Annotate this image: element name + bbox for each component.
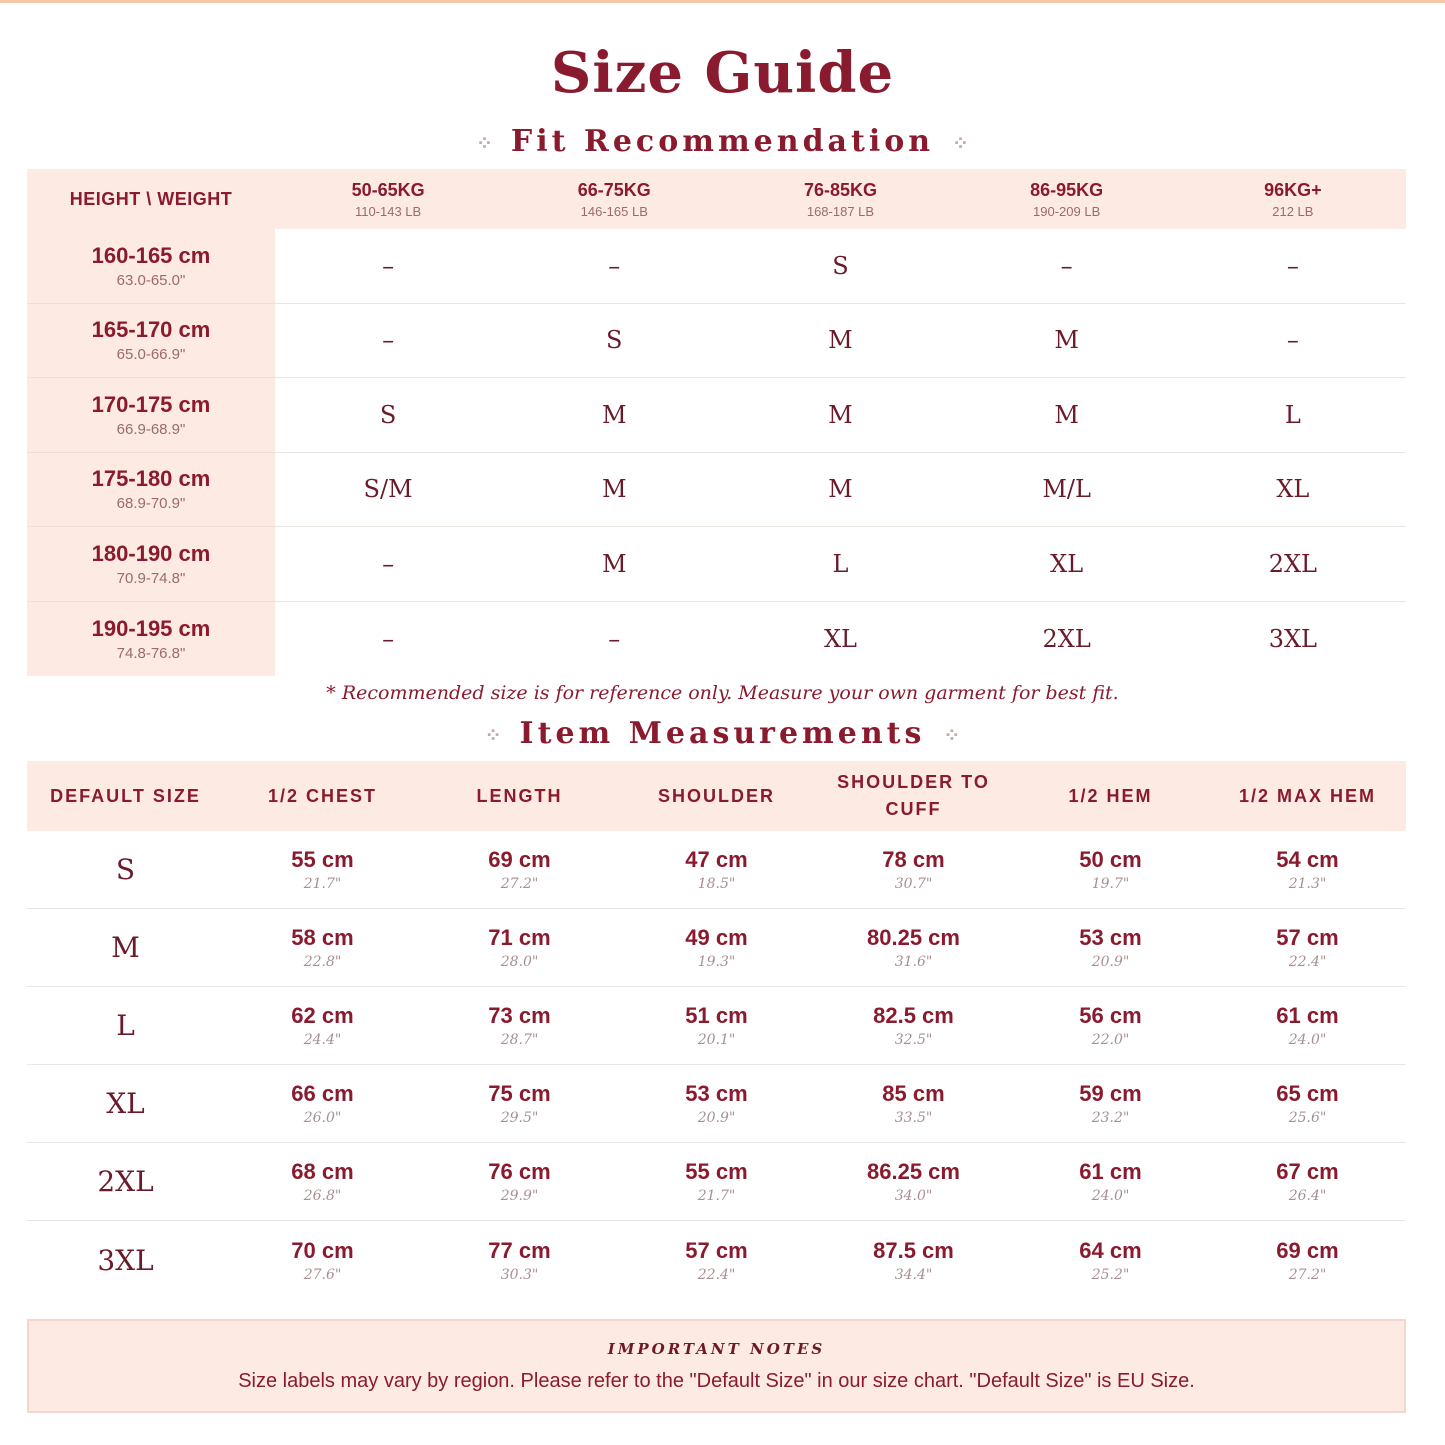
fit-section-title <box>0 124 1445 159</box>
recommended-size-cell: – <box>501 229 727 304</box>
height-in: 65.0-66.9" <box>116 346 186 364</box>
measurement-in: 30.7" <box>894 876 933 892</box>
measurement-in: 20.1" <box>697 1032 736 1048</box>
measurement-cm: 87.5 cm <box>873 1237 954 1263</box>
measurement-cm: 61 cm <box>1079 1159 1142 1184</box>
measurement-cell <box>224 987 421 1064</box>
fit-disclaimer: * Recommended size is for reference only. Measure your own garment for best fit. <box>326 682 1119 704</box>
recommended-size-cell: S <box>727 229 953 304</box>
measurement-cell <box>1012 1143 1209 1220</box>
measurement-column-header: DEFAULT SIZE <box>50 785 201 806</box>
measurement-column-header: LENGTH <box>476 785 563 806</box>
measurements-section-title <box>0 716 1445 751</box>
measurement-in: 30.3" <box>500 1266 539 1283</box>
recommended-size-cell: L <box>1180 378 1406 453</box>
measurements-table-header <box>27 761 1406 831</box>
measurement-cell <box>618 831 815 908</box>
weight-column-header <box>954 169 1180 229</box>
recommended-size-cell: XL <box>823 624 857 653</box>
measurement-row <box>27 1143 1406 1221</box>
weight-kg: 76-85KG <box>803 179 877 200</box>
recommended-size-cell: – <box>1180 229 1406 304</box>
measurement-cell <box>1012 831 1209 908</box>
measurement-cell <box>815 909 1012 986</box>
measurement-in: 20.9" <box>1091 954 1130 970</box>
weight-lb: 212 LB <box>1272 203 1314 219</box>
measurement-cell <box>815 1065 1012 1142</box>
measurement-cm: 50 cm <box>1079 847 1142 872</box>
measurement-cm: 57 cm <box>685 1237 748 1263</box>
weight-column-header <box>1180 169 1406 229</box>
measurement-in: 34.0" <box>894 1188 933 1204</box>
measurement-cell <box>421 909 618 986</box>
weight-column-header <box>727 169 953 229</box>
measurement-in: 20.9" <box>697 1110 736 1126</box>
measurement-cm: 65 cm <box>1276 1081 1339 1106</box>
fit-table-row <box>27 602 1406 677</box>
measurement-in: 28.7" <box>500 1032 539 1048</box>
recommended-size-cell: 3XL <box>1268 624 1317 653</box>
measurement-in: 29.9" <box>500 1188 539 1204</box>
recommended-size-cell: S/M <box>275 453 501 528</box>
measurement-cell <box>1209 1065 1406 1142</box>
height-cm: 165-170 cm <box>91 317 211 343</box>
measurement-in: 26.0" <box>303 1110 342 1126</box>
recommended-size-cell: M <box>501 527 727 602</box>
recommended-size-cell: L <box>727 527 953 602</box>
measurement-in: 21.7" <box>697 1188 736 1204</box>
measurement-cell <box>1209 909 1406 986</box>
height-cell <box>27 602 275 677</box>
recommended-size-cell: M/L <box>954 453 1180 528</box>
measurement-cell <box>815 1143 1012 1220</box>
measurement-cell <box>224 1221 421 1299</box>
measurement-in: 22.4" <box>697 1266 736 1283</box>
measurements-section-label: Item Measurements <box>519 716 926 751</box>
ornament-icon: ⁘ <box>476 131 493 155</box>
measurement-cell <box>1012 909 1209 986</box>
measurement-cell <box>618 987 815 1064</box>
measurement-in: 26.4" <box>1288 1188 1327 1204</box>
measurement-cell <box>1012 1221 1209 1299</box>
measurement-in: 21.7" <box>303 876 342 892</box>
height-cell <box>27 304 275 379</box>
measurement-in: 24.4" <box>303 1032 342 1048</box>
measurement-cell <box>1209 987 1406 1064</box>
measurement-cell <box>421 1143 618 1220</box>
fit-table-row <box>27 304 1406 379</box>
measurement-cm: 73 cm <box>488 1003 551 1028</box>
measurement-in: 27.2" <box>500 876 539 892</box>
recommended-size-cell: – <box>954 229 1180 304</box>
measurement-in: 27.6" <box>303 1266 342 1283</box>
measurement-column-header: 1/2 MAX HEM <box>1238 785 1377 806</box>
height-cell <box>27 527 275 602</box>
measurement-cm: 77 cm <box>488 1237 551 1263</box>
measurement-in: 32.5" <box>894 1032 933 1048</box>
default-size-cell: M <box>111 931 140 964</box>
measurement-in: 31.6" <box>894 954 933 970</box>
measurement-cm: 78 cm <box>882 847 945 872</box>
recommended-size-cell: – <box>275 304 501 379</box>
measurement-cm: 55 cm <box>291 847 354 872</box>
default-size-cell: 2XL <box>97 1165 154 1198</box>
measurement-cell <box>224 1065 421 1142</box>
measurement-cell <box>1209 1221 1406 1299</box>
height-cm: 170-175 cm <box>91 391 211 417</box>
height-in: 70.9-74.8" <box>116 569 186 587</box>
height-cm: 175-180 cm <box>91 466 211 492</box>
measurement-in: 34.4" <box>894 1266 933 1283</box>
measurement-cell <box>815 1221 1012 1299</box>
measurement-cell <box>815 831 1012 908</box>
measurement-row <box>27 909 1406 987</box>
notes-body: Size labels may vary by region. Please refer to the "Default Size" in our size chart. "Default Size" is EU Size. <box>238 1369 1195 1392</box>
height-cell <box>27 453 275 528</box>
measurement-cm: 58 cm <box>291 925 354 950</box>
recommended-size-cell: XL <box>1180 453 1406 528</box>
measurement-cm: 47 cm <box>685 847 748 872</box>
recommended-size-cell: M <box>954 304 1180 379</box>
measurement-cm: 69 cm <box>488 847 551 872</box>
measurement-cm: 69 cm <box>1276 1237 1339 1263</box>
measurement-cell <box>224 909 421 986</box>
measurement-in: 19.3" <box>697 954 736 970</box>
measurement-cm: 86.25 cm <box>867 1159 960 1184</box>
measurement-cm: 61 cm <box>1276 1003 1339 1028</box>
measurements-table-body <box>27 831 1406 1299</box>
measurement-cell <box>421 831 618 908</box>
recommended-size-cell: – <box>382 624 395 653</box>
measurement-column-header: SHOULDER <box>657 785 775 806</box>
measurement-row <box>27 1221 1406 1299</box>
item-measurements-table <box>27 761 1406 1299</box>
ornament-icon: ⁘ <box>943 723 961 747</box>
measurement-cm: 53 cm <box>1079 925 1142 950</box>
recommended-size-cell: – <box>275 527 501 602</box>
measurement-in: 28.0" <box>500 954 539 970</box>
measurement-cm: 55 cm <box>685 1159 748 1184</box>
measurement-in: 26.8" <box>303 1188 342 1204</box>
measurement-cell <box>618 909 815 986</box>
default-size-cell: S <box>115 853 136 886</box>
measurement-cm: 57 cm <box>1276 925 1339 950</box>
measurement-cell <box>1209 1143 1406 1220</box>
recommended-size-cell: M <box>727 453 953 528</box>
notes-title: IMPORTANT NOTES <box>607 1339 826 1358</box>
measurement-in: 33.5" <box>894 1110 933 1126</box>
measurement-in: 18.5" <box>697 876 736 892</box>
weight-lb: 168-187 LB <box>806 203 875 219</box>
default-size-cell: L <box>116 1009 135 1042</box>
weight-kg: 96KG+ <box>1264 179 1322 200</box>
measurement-cell <box>1012 1065 1209 1142</box>
measurement-cm: 82.5 cm <box>873 1003 954 1028</box>
height-cm: 190-195 cm <box>91 615 211 641</box>
recommended-size-cell: M <box>501 378 727 453</box>
measurement-in: 22.4" <box>1288 954 1327 970</box>
measurement-cm: 80.25 cm <box>867 925 960 950</box>
recommended-size-cell: – <box>608 624 621 653</box>
measurement-cell <box>618 1065 815 1142</box>
measurement-cell <box>421 987 618 1064</box>
recommended-size-cell: M <box>954 378 1180 453</box>
height-cm: 160-165 cm <box>91 242 211 268</box>
measurement-column-header: 1/2 HEM <box>1068 785 1153 806</box>
height-in: 68.9-70.9" <box>116 495 186 513</box>
measurement-row <box>27 987 1406 1065</box>
recommended-size-cell: S <box>501 304 727 379</box>
measurement-column-header: 1/2 CHEST <box>267 785 378 806</box>
measurement-cm: 62 cm <box>291 1003 354 1028</box>
ornament-icon: ⁘ <box>952 131 969 155</box>
measurement-cm: 76 cm <box>488 1159 551 1184</box>
page-title: Size Guide <box>550 40 895 106</box>
measurement-cm: 70 cm <box>291 1237 354 1263</box>
height-in: 66.9-68.9" <box>116 420 186 438</box>
fit-table-row <box>27 527 1406 602</box>
measurement-in: 29.5" <box>500 1110 539 1126</box>
measurement-in: 22.0" <box>1091 1032 1130 1048</box>
measurement-row <box>27 831 1406 909</box>
fit-table-row <box>27 453 1406 528</box>
recommended-size-cell: M <box>501 453 727 528</box>
measurement-cell <box>1209 831 1406 908</box>
measurement-in: 21.3" <box>1288 876 1327 892</box>
measurement-in: 25.2" <box>1091 1266 1130 1283</box>
measurement-cell <box>224 831 421 908</box>
default-size-cell: 3XL <box>97 1243 154 1277</box>
height-cm: 180-190 cm <box>91 540 211 566</box>
measurement-in: 27.2" <box>1288 1266 1327 1283</box>
measurement-cm: 53 cm <box>685 1081 748 1106</box>
recommended-size-cell: M <box>727 304 953 379</box>
measurement-cell <box>224 1143 421 1220</box>
height-cell <box>27 378 275 453</box>
measurement-cell <box>421 1221 618 1299</box>
recommended-size-cell: M <box>727 378 953 453</box>
recommended-size-cell: XL <box>954 527 1180 602</box>
height-in: 74.8-76.8" <box>116 644 186 662</box>
ornament-icon: ⁘ <box>484 723 502 747</box>
measurement-in: 22.8" <box>303 954 342 970</box>
top-accent-line <box>0 0 1445 3</box>
measurement-cm: 71 cm <box>488 925 551 950</box>
measurement-column-header: SHOULDER TO CUFF <box>837 772 990 819</box>
measurement-in: 25.6" <box>1288 1110 1327 1126</box>
fit-table-row <box>27 378 1406 453</box>
fit-section-label: Fit Recommendation <box>510 124 935 159</box>
recommended-size-cell: – <box>275 229 501 304</box>
measurement-cm: 68 cm <box>291 1159 354 1184</box>
fit-table-header <box>27 169 1406 229</box>
measurement-cm: 51 cm <box>685 1003 748 1028</box>
measurement-cm: 67 cm <box>1276 1159 1339 1184</box>
measurement-cm: 56 cm <box>1079 1003 1142 1028</box>
measurement-cell <box>815 987 1012 1064</box>
measurement-in: 24.0" <box>1091 1188 1130 1204</box>
weight-column-header <box>275 169 501 229</box>
measurement-in: 24.0" <box>1288 1032 1327 1048</box>
measurement-cm: 64 cm <box>1079 1237 1142 1263</box>
recommended-size-cell: – <box>1180 304 1406 379</box>
measurement-row <box>27 1065 1406 1143</box>
weight-column-header <box>501 169 727 229</box>
height-in: 63.0-65.0" <box>116 271 186 289</box>
weight-lb: 190-209 LB <box>1033 203 1101 219</box>
measurement-cm: 66 cm <box>291 1081 354 1106</box>
height-cell <box>27 229 275 304</box>
recommended-size-cell: 2XL <box>1042 624 1091 653</box>
default-size-cell: XL <box>106 1087 145 1120</box>
measurement-cm: 85 cm <box>882 1081 945 1106</box>
measurement-cm: 75 cm <box>488 1081 551 1106</box>
measurement-cell <box>618 1143 815 1220</box>
fit-recommendation-table <box>27 169 1406 676</box>
weight-kg: 50-65KG <box>351 179 425 200</box>
weight-lb: 110-143 LB <box>354 203 422 219</box>
measurement-in: 23.2" <box>1091 1110 1130 1126</box>
recommended-size-cell: S <box>275 378 501 453</box>
recommended-size-cell: 2XL <box>1180 527 1406 602</box>
important-notes-box <box>27 1319 1406 1413</box>
measurement-cm: 54 cm <box>1276 847 1339 872</box>
measurement-cm: 49 cm <box>685 925 748 950</box>
measurement-in: 19.7" <box>1091 876 1130 892</box>
weight-kg: 86-95KG <box>1030 179 1104 200</box>
measurement-cell <box>618 1221 815 1299</box>
measurement-cell <box>1012 987 1209 1064</box>
measurement-cell <box>421 1065 618 1142</box>
height-weight-header: HEIGHT \ WEIGHT <box>69 188 233 209</box>
fit-table-row <box>27 229 1406 304</box>
fit-table-body <box>27 229 1406 676</box>
measurement-cm: 59 cm <box>1079 1081 1142 1106</box>
weight-kg: 66-75KG <box>577 179 651 200</box>
weight-lb: 146-165 LB <box>580 203 648 219</box>
